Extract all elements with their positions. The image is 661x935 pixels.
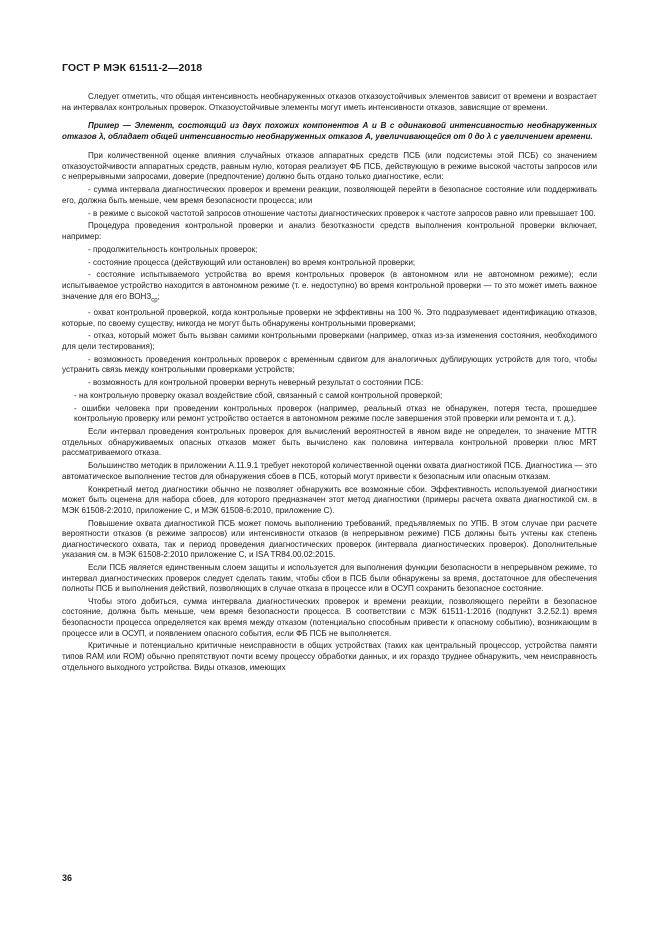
list-item <box>62 209 597 220</box>
subscript: ср <box>151 297 158 304</box>
list-item <box>62 270 597 305</box>
list-item <box>62 391 597 402</box>
paragraph <box>62 151 597 183</box>
paragraph-text: Пример — Элемент, состоящий из двух похожих компонентов А и В с одинаковой интенсивностью необнаруженных отказов λ, обладает общей интенсивностью необнаруженных отказов А, увеличивающейся от 0 до λ с увеличением времени. <box>62 121 597 141</box>
list-item <box>62 404 597 425</box>
paragraph-text: - сумма интервала диагностических проверок и времени реакции, позволяющей перейти в безопасное состояние или поддерживать его, должна быть меньше, чем время безопасности процесса; или <box>62 185 597 205</box>
document-body <box>62 92 597 675</box>
paragraph <box>62 563 597 595</box>
paragraph-text: - охват контрольной проверкой, когда контрольные проверки не эффективны на 100 %. Это подразумевает идентификацию отказов, которые, по своему существу, никогда не могут быть обнаружены контрольными проверками; <box>62 307 597 328</box>
list-item <box>62 378 597 389</box>
paragraph-text: - возможность проведения контрольных проверок с временным сдвигом для аналогичных дублирующих устройств для того, чтобы устранить связь между контрольными проверками устройств; <box>62 354 597 375</box>
paragraph-text: - состояние процесса (действующий или остановлен) во время контрольной проверки; <box>88 257 416 267</box>
paragraph-text: Если интервал проведения контрольных проверок для вычислений вероятностей в явном виде не определен, то значение MTTR отдельных обнаруживаемых опасных отказов может быть вычислено как половина интервала контрольной проверки плюс MRT рассматриваемого отказа. <box>62 427 597 458</box>
paragraph-text: Большинство методик в приложении А.11.9.1 требует некоторой количественной оценки охвата диагностикой ПСБ. Диагностика — это автоматическое выполнение тестов для обнаружения сбоев в ПСБ, который могут привести к безопасным или опасным отказам. <box>62 461 597 481</box>
paragraph-text: - отказ, который может быть вызван самими контрольными проверками (например, отказ из-за изменения состояния, необходимого для цели тестирования); <box>62 331 597 351</box>
example-paragraph <box>62 121 597 142</box>
paragraph <box>62 221 597 242</box>
paragraph-text: Критичные и потенциально критичные неисправности в общих устройствах (таких как центральный процессор, устройства памяти типов RAM или ROM) обычно препятствуют почти всему процессу обработки данных, и их гораздо труднее обнаружить, чем неисправность отдельного выходного устройства. Виды отказов, имеющих <box>62 641 597 672</box>
paragraph-text: - возможность для контрольной проверки вернуть неверный результат о состоянии ПСБ: <box>88 378 424 388</box>
list-item <box>62 185 597 206</box>
paragraph-text: Процедура проведения контрольной проверки и анализ безотказности средств выполнения контрольной проверки включает, например: <box>62 221 597 241</box>
list-item <box>62 355 597 376</box>
paragraph-text: При количественной оценке влияния случайных отказов аппаратных средств ПСБ (или подсистемы этой ПСБ) со значением отказоустойчивости аппаратных средств, равным нулю, которая реализует ФБ ПСБ, действующую в режиме высокой частоты запросов или с непрерывными запросами, доверие (предпочтение) должно быть отдано только диагностике, если: <box>62 151 597 182</box>
list-item <box>62 258 597 269</box>
paragraph-text: - продолжительность контрольных проверок; <box>88 244 258 254</box>
paragraph <box>62 519 597 561</box>
paragraph-text: Если ПСБ является единственным слоем защиты и используется для выполнения функции безопасности в непрерывном режиме, то интервал диагностических проверок следует сделать таким, чтобы сбои в ПСБ были обнаружены за время, достаточное для обеспечения полноты ПСБ и выполнения действий, позволяющих в случае отказа в процессе или в ОСУП сохранить безопасное состояние. <box>62 562 597 594</box>
paragraph-text: - состояние испытываемого устройства во время контрольных проверок (в автономном или не автономном режиме); если испытываемое устройство находится в автономном режиме (т. е. недоступно) во время контрольной проверки — то это может иметь важное значение для его ВОНЗ <box>62 270 597 301</box>
list-item <box>62 245 597 256</box>
paragraph <box>62 92 597 113</box>
page-number: 36 <box>62 873 73 883</box>
punctuation: ; <box>157 291 160 301</box>
paragraph-text: - на контрольную проверку оказал воздействие сбой, связанный с самой контрольной проверкой; <box>74 391 443 400</box>
paragraph <box>62 485 597 517</box>
paragraph-text: Следует отметить, что общая интенсивность необнаруженных отказов отказоустойчивых элементов зависит от времени и возрастает на интервалах контрольных проверок. Отказоустойчивые элементы могут иметь интенсивности отказов, зависящие от времени. <box>62 92 597 112</box>
list-item <box>62 331 597 352</box>
paragraph-text: - ошибки человека при проведении контрольных проверок (например, реальный отказ не обнаружен, потеря теста, прошедшее контрольную проверку или ремонт устройство остается в автономном режиме после завершения этой проверки или ремонта и т. д.). <box>74 403 597 424</box>
paragraph <box>62 427 597 459</box>
paragraph <box>62 597 597 639</box>
paragraph <box>62 461 597 482</box>
standard-header: ГОСТ Р МЭК 61511-2—2018 <box>62 62 203 74</box>
paragraph <box>62 641 597 673</box>
paragraph-text: Повышение охвата диагностикой ПСБ может помочь выполнению требований, предъявляемых по УПБ. В этом случае при расчете вероятности отказов (в режиме запросов) или интенсивности отказов (в непрерывном режиме) ПСБ должны быть учтены как степень диагностического охвата, так и период проведения диагностических проверок (интервала диагностических проверок). Дополнительные указания см. в МЭК 61508-2:2010 приложение С, и ISA TR84.00.02:2015. <box>62 518 597 560</box>
paragraph-text: Чтобы этого добиться, сумма интервала диагностических проверок и времени реакции, позволяющего перейти в безопасное состояние, должна быть меньше, чем время безопасности процесса. В соответствии с МЭК 61511-1:2016 (подпункт 3.2.52.1) время безопасности процесса определяется как время между отказом (потенциально способным привести к опасному событию), возникающим в процессе или в ОСУП, и появлением опасного события, если ФБ ПСБ не выполняется. <box>62 596 597 638</box>
paragraph-text: Конкретный метод диагностики обычно не позволяет обнаружить все возможные сбои. Эффективность используемой диагностики может быть оценена для набора сбоев, для которого предназначен этот метод диагностики (примеры расчета охвата диагностикой см. в МЭК 61508-2:2010, приложение С, и МЭК 61508-6:2010, приложение С). <box>62 484 597 515</box>
list-item <box>62 308 597 329</box>
paragraph-text: - в режиме с высокой частотой запросов отношение частоты диагностических проверок к частоте запросов равно или превышает 100. <box>88 208 596 218</box>
